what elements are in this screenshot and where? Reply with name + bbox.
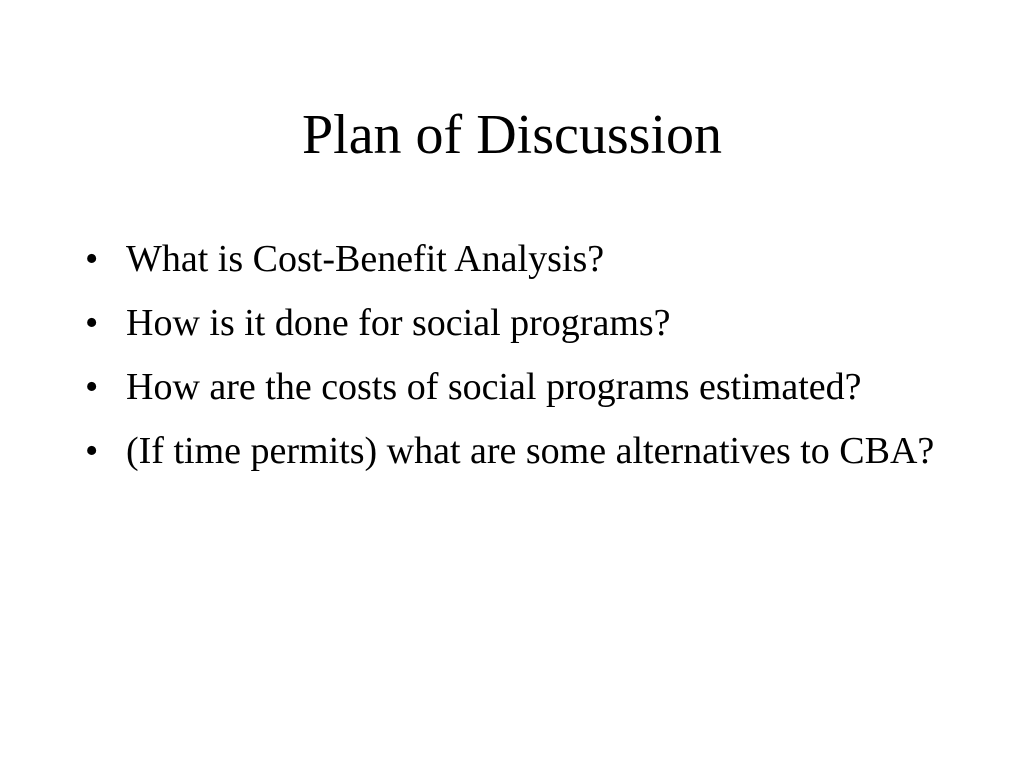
slide-title: Plan of Discussion [302,104,722,166]
bullet-item: • How are the costs of social programs estimated? [85,361,965,414]
bullet-list [85,233,965,489]
bullet-item: • How is it done for social programs? [85,297,965,350]
bullet-item: • What is Cost-Benefit Analysis? [85,233,965,286]
bullet-item: • (If time permits) what are some alternatives to CBA? [85,425,965,478]
